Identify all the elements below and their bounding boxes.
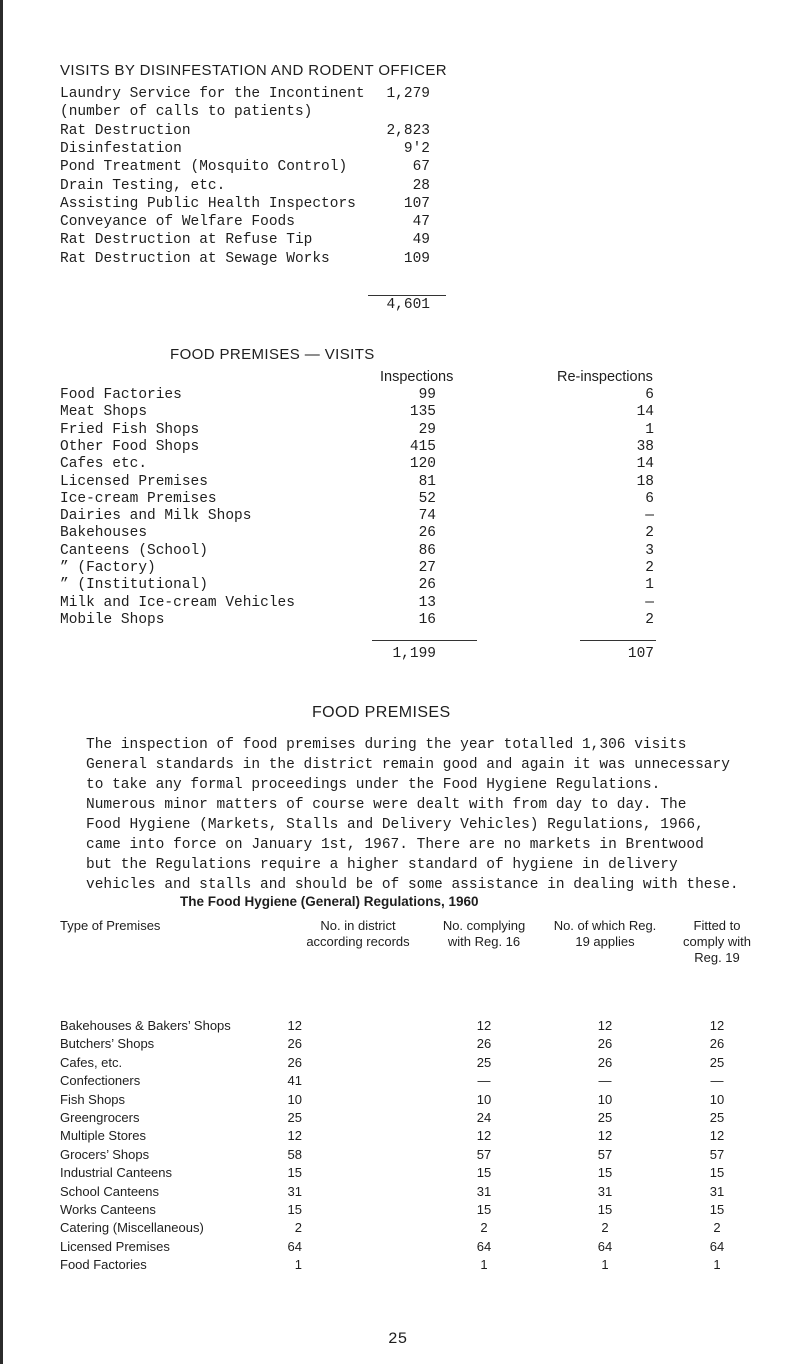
hyg-row-district: 10 xyxy=(287,1092,302,1107)
hyg-row-fitted: 25 xyxy=(709,1110,725,1125)
hyg-row-type: Food Factories xyxy=(60,1257,147,1272)
fv-row-inspections: 99 xyxy=(418,387,436,403)
visits-total-rule xyxy=(368,295,446,296)
hyg-row-fitted: 10 xyxy=(709,1092,725,1107)
hyg-row-type: Butchers’ Shops xyxy=(60,1036,155,1051)
fv-row-inspections: 26 xyxy=(418,525,436,541)
fv-row-label: Ice-cream Premises xyxy=(60,491,217,507)
hyg-row-complying: 12 xyxy=(476,1128,492,1143)
fv-row-inspections: 26 xyxy=(418,577,436,593)
hyg-header-district: No. in district according records xyxy=(306,918,410,949)
visits-row-label: Conveyance of Welfare Foods xyxy=(60,214,295,230)
hyg-row-fitted: 1 xyxy=(713,1257,721,1272)
hyg-row-type: Catering (Miscellaneous) xyxy=(60,1220,204,1235)
hygiene-title: The Food Hygiene (General) Regulations, 1960 xyxy=(180,894,479,909)
hyg-row-reg19: 15 xyxy=(597,1165,613,1180)
fv-row-label: Licensed Premises xyxy=(60,474,208,490)
visits-title: VISITS BY DISINFESTATION AND RODENT OFFICER xyxy=(60,62,447,79)
hyg-row-type: Bakehouses & Bakers’ Shops xyxy=(60,1018,231,1033)
visits-total: 4,601 xyxy=(386,297,430,313)
hyg-row-fitted: 2 xyxy=(713,1220,721,1235)
paragraph-line: Numerous minor matters of course were dealt with from day to day. The xyxy=(86,797,687,813)
hyg-row-district: 58 xyxy=(287,1147,302,1162)
hyg-row-fitted: 12 xyxy=(709,1018,725,1033)
hyg-row-complying: 15 xyxy=(476,1202,492,1217)
visits-row-label: Assisting Public Health Inspectors xyxy=(60,196,356,212)
hyg-header-complying: No. complying with Reg. 16 xyxy=(442,918,526,949)
fv-row-label: Meat Shops xyxy=(60,404,148,420)
hyg-row-reg19: — xyxy=(598,1073,612,1088)
fv-row-label: ” (Institutional) xyxy=(60,577,208,593)
food-premises-title: FOOD PREMISES xyxy=(312,704,451,721)
hyg-row-type: Licensed Premises xyxy=(60,1239,170,1254)
fv-row-reinspections: 3 xyxy=(645,543,654,559)
visits-row-value: 107 xyxy=(403,196,430,212)
hyg-row-district: 26 xyxy=(287,1055,302,1070)
hyg-row-reg19: 12 xyxy=(597,1128,613,1143)
hyg-row-complying: 12 xyxy=(476,1018,492,1033)
hyg-row-fitted: 25 xyxy=(709,1055,725,1070)
fv-row-reinspections: 2 xyxy=(645,525,654,541)
hyg-row-type: Industrial Canteens xyxy=(60,1165,173,1180)
fv-row-reinspections: 14 xyxy=(636,404,654,420)
visits-row-label: Pond Treatment (Mosquito Control) xyxy=(60,159,348,175)
hyg-row-complying: 64 xyxy=(476,1239,492,1254)
hyg-row-reg19: 25 xyxy=(597,1110,613,1125)
fv-row-inspections: 81 xyxy=(418,474,436,490)
hyg-row-district: 1 xyxy=(294,1257,302,1272)
hyg-row-fitted: 15 xyxy=(709,1165,725,1180)
hyg-row-complying: 25 xyxy=(476,1055,492,1070)
hyg-row-district: 64 xyxy=(287,1239,302,1254)
hyg-row-reg19: 26 xyxy=(597,1036,613,1051)
hyg-row-complying: — xyxy=(477,1073,491,1088)
hyg-row-reg19: 31 xyxy=(597,1184,613,1199)
hyg-row-type: Fish Shops xyxy=(60,1092,126,1107)
hyg-header-reg19: No. of which Reg. 19 applies xyxy=(553,918,657,949)
fv-row-reinspections: 2 xyxy=(645,560,654,576)
hyg-row-complying: 10 xyxy=(476,1092,492,1107)
fv-row-inspections: 86 xyxy=(418,543,436,559)
hyg-row-district: 2 xyxy=(294,1220,302,1235)
col-reinspections-header: Re-inspections xyxy=(557,369,653,385)
fv-row-label: Food Factories xyxy=(60,387,182,403)
fv-reinsp-total: 107 xyxy=(627,646,654,662)
hyg-header-fitted: Fitted to comply with Reg. 19 xyxy=(683,918,751,965)
fv-reinsp-total-rule xyxy=(580,640,656,641)
paragraph-line: to take any formal proceedings under the Food Hygiene Regulations. xyxy=(86,777,661,793)
hyg-row-reg19: 10 xyxy=(597,1092,613,1107)
hyg-row-complying: 2 xyxy=(480,1220,488,1235)
visits-row-label: Laundry Service for the Incontinent xyxy=(60,86,365,102)
fv-row-label: Canteens (School) xyxy=(60,543,208,559)
fv-row-inspections: 13 xyxy=(418,595,436,611)
paragraph-line: came into force on January 1st, 1967. There are no markets in Brentwood xyxy=(86,837,704,853)
food-visits-title: FOOD PREMISES — VISITS xyxy=(170,346,375,363)
hyg-row-district: 15 xyxy=(287,1202,302,1217)
hyg-row-reg19: 2 xyxy=(601,1220,609,1235)
fv-row-label: Dairies and Milk Shops xyxy=(60,508,252,524)
visits-row-label: (number of calls to patients) xyxy=(60,104,313,120)
fv-row-label: Bakehouses xyxy=(60,525,148,541)
visits-row-value: 1,279 xyxy=(386,86,430,102)
page-number: 25 xyxy=(388,1330,408,1348)
fv-row-inspections: 16 xyxy=(418,612,436,628)
page-spine-edge xyxy=(0,0,3,1364)
fv-row-reinspections: 1 xyxy=(645,422,654,438)
hyg-row-district: 12 xyxy=(287,1018,302,1033)
hyg-row-district: 41 xyxy=(287,1073,302,1088)
paragraph-line: but the Regulations require a higher standard of hygiene in delivery xyxy=(86,857,678,873)
paragraph-line: General standards in the district remain good and again it was unnecessary xyxy=(86,757,730,773)
hyg-row-type: Grocers’ Shops xyxy=(60,1147,150,1162)
hyg-row-fitted: 12 xyxy=(709,1128,725,1143)
visits-row-value: 28 xyxy=(412,178,430,194)
hyg-row-complying: 57 xyxy=(476,1147,492,1162)
visits-row-value: 47 xyxy=(412,214,430,230)
visits-row-value: 9′2 xyxy=(403,141,430,157)
fv-row-label: Mobile Shops xyxy=(60,612,165,628)
fv-row-label: Other Food Shops xyxy=(60,439,200,455)
hyg-row-complying: 26 xyxy=(476,1036,492,1051)
paragraph-line: vehicles and stalls and should be of some assistance in dealing with these. xyxy=(86,877,739,893)
col-inspections-header: Inspections xyxy=(380,369,454,385)
hyg-row-fitted: 57 xyxy=(709,1147,725,1162)
hyg-row-district: 26 xyxy=(287,1036,302,1051)
visits-row-label: Rat Destruction at Sewage Works xyxy=(60,251,330,267)
hyg-row-fitted: 64 xyxy=(709,1239,725,1254)
fv-row-inspections: 74 xyxy=(418,508,436,524)
fv-row-inspections: 120 xyxy=(409,456,436,472)
hyg-row-type: Cafes, etc. xyxy=(60,1055,123,1070)
hyg-row-type: Greengrocers xyxy=(60,1110,140,1125)
hyg-row-reg19: 64 xyxy=(597,1239,613,1254)
visits-row-label: Disinfestation xyxy=(60,141,182,157)
hyg-row-type: Confectioners xyxy=(60,1073,141,1088)
fv-row-reinspections: 38 xyxy=(636,439,654,455)
hyg-row-reg19: 57 xyxy=(597,1147,613,1162)
visits-row-label: Rat Destruction xyxy=(60,123,191,139)
fv-row-label: Cafes etc. xyxy=(60,456,148,472)
fv-row-reinspections: 2 xyxy=(645,612,654,628)
hyg-row-district: 25 xyxy=(287,1110,302,1125)
visits-row-value: 49 xyxy=(412,232,430,248)
hyg-row-type: Multiple Stores xyxy=(60,1128,146,1143)
hyg-row-type: Works Canteens xyxy=(60,1202,156,1217)
hyg-header-type: Type of Premises xyxy=(60,918,161,933)
hyg-row-complying: 1 xyxy=(480,1257,488,1272)
fv-row-label: Fried Fish Shops xyxy=(60,422,200,438)
hyg-row-reg19: 15 xyxy=(597,1202,613,1217)
hyg-row-district: 31 xyxy=(287,1184,302,1199)
hyg-row-fitted: 26 xyxy=(709,1036,725,1051)
hyg-row-reg19: 12 xyxy=(597,1018,613,1033)
hyg-row-fitted: 31 xyxy=(709,1184,725,1199)
fv-row-reinspections: 18 xyxy=(636,474,654,490)
visits-row-value: 2,823 xyxy=(386,123,430,139)
fv-row-inspections: 27 xyxy=(418,560,436,576)
fv-row-label: Milk and Ice-cream Vehicles xyxy=(60,595,295,611)
visits-row-value: 67 xyxy=(412,159,430,175)
visits-row-label: Rat Destruction at Refuse Tip xyxy=(60,232,313,248)
hyg-row-reg19: 1 xyxy=(601,1257,609,1272)
hyg-row-fitted: 15 xyxy=(709,1202,725,1217)
hyg-row-type: School Canteens xyxy=(60,1184,160,1199)
fv-row-reinspections: 1 xyxy=(645,577,654,593)
fv-row-reinspections: — xyxy=(645,508,654,524)
fv-row-label: ” (Factory) xyxy=(60,560,156,576)
fv-row-reinspections: 14 xyxy=(636,456,654,472)
paragraph-line: The inspection of food premises during the year totalled 1,306 visits xyxy=(86,737,687,753)
fv-insp-total-rule xyxy=(372,640,477,641)
fv-row-reinspections: — xyxy=(645,595,654,611)
hyg-row-complying: 15 xyxy=(476,1165,492,1180)
hyg-row-district: 15 xyxy=(287,1165,302,1180)
fv-insp-total: 1,199 xyxy=(392,646,436,662)
fv-row-reinspections: 6 xyxy=(645,387,654,403)
paragraph-line: Food Hygiene (Markets, Stalls and Delivery Vehicles) Regulations, 1966, xyxy=(86,817,704,833)
hyg-row-district: 12 xyxy=(287,1128,302,1143)
fv-row-inspections: 52 xyxy=(418,491,436,507)
visits-row-value: 109 xyxy=(403,251,430,267)
hyg-row-reg19: 26 xyxy=(597,1055,613,1070)
hyg-row-fitted: — xyxy=(710,1073,724,1088)
hyg-row-complying: 31 xyxy=(476,1184,492,1199)
fv-row-inspections: 29 xyxy=(418,422,436,438)
fv-row-reinspections: 6 xyxy=(645,491,654,507)
visits-row-label: Drain Testing, etc. xyxy=(60,178,226,194)
fv-row-inspections: 135 xyxy=(409,404,436,420)
hyg-row-complying: 24 xyxy=(476,1110,492,1125)
fv-row-inspections: 415 xyxy=(409,439,436,455)
